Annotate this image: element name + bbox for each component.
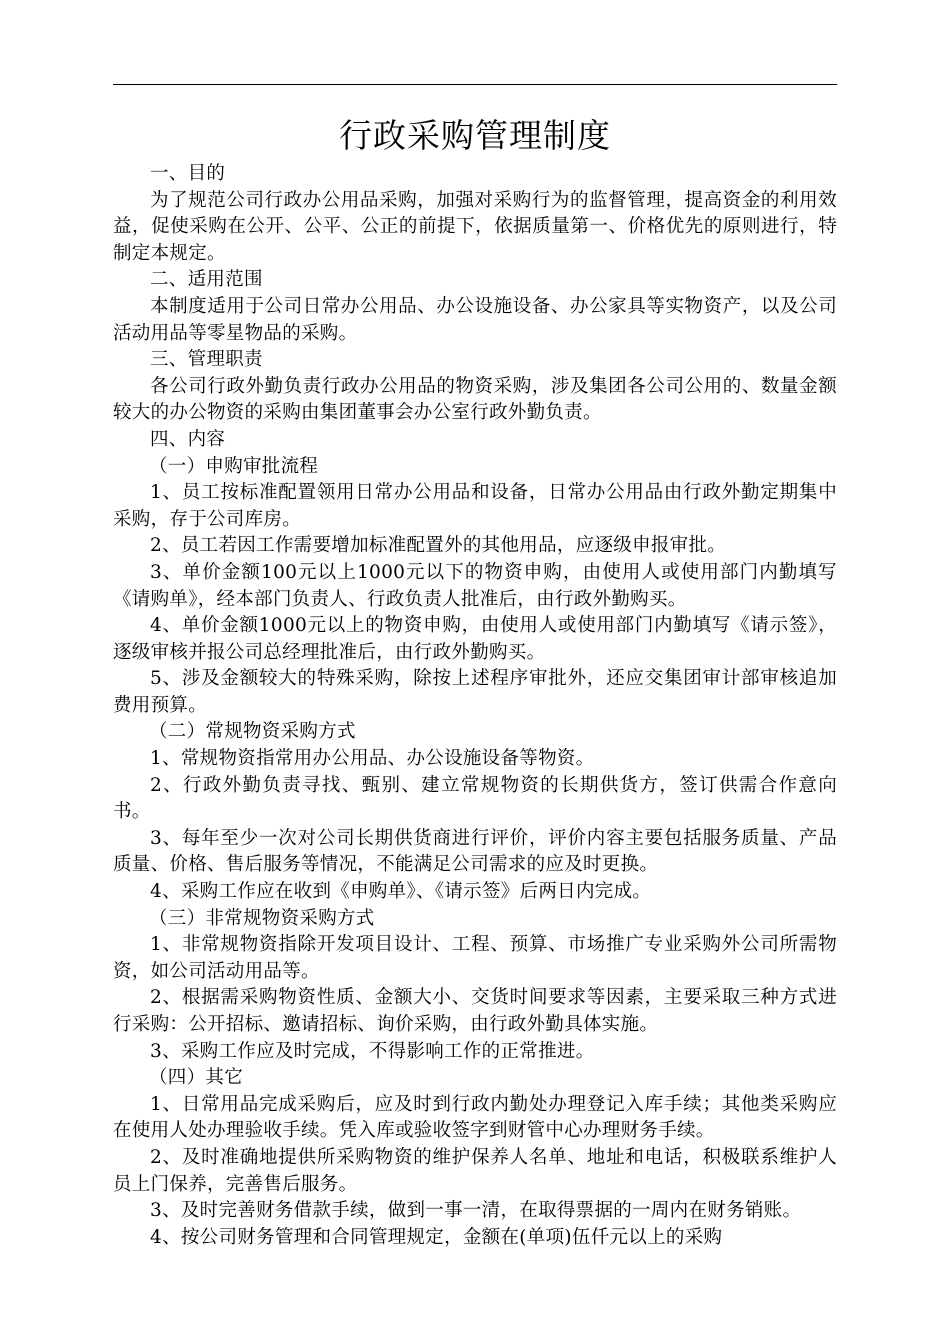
paragraph: 2、根据需采购物资性质、金额大小、交货时间要求等因素，主要采取三种方式进行采购：公开招标、邀请招标、询价采购，由行政外勤具体实施。 xyxy=(113,987,837,1035)
paragraph: 为了规范公司行政办公用品采购，加强对采购行为的监督管理，提高资金的利用效益，促使采购在公开、公平、公正的前提下，依据质量第一、价格优先的原则进行，特制定本规定。 xyxy=(113,189,837,264)
subsection-heading: （一）申购审批流程 xyxy=(149,455,319,477)
paragraph: 3、每年至少一次对公司长期供货商进行评价，评价内容主要包括服务质量、产品质量、价格、售后服务等情况，不能满足公司需求的应及时更换。 xyxy=(113,827,837,876)
paragraph: 4、按公司财务管理和合同管理规定，金额在(单项)伍仟元以上的采购 xyxy=(150,1226,723,1248)
header-rule xyxy=(113,84,837,85)
section-heading: 二、适用范围 xyxy=(150,269,263,291)
subsection-heading: （四）其它 xyxy=(149,1067,244,1089)
document-title: 行政采购管理制度 xyxy=(339,116,611,155)
paragraph: 4、采购工作应在收到《申购单》、《请示签》后两日内完成。 xyxy=(150,881,652,903)
paragraph: 5、涉及金额较大的特殊采购，除按上述程序审批外，还应交集团审计部审核追加费用预算。 xyxy=(113,668,837,716)
paragraph: 1、非常规物资指除开发项目设计、工程、预算、市场推广专业采购外公司所需物资，如公司活动用品等。 xyxy=(113,934,837,982)
paragraph: 各公司行政外勤负责行政办公用品的物资采购，涉及集团各公司公用的、数量金额较大的办公物资的采购由集团董事会办公室行政外勤负责。 xyxy=(113,375,837,424)
paragraph: 2、员工若因工作需要增加标准配置外的其他用品，应逐级申报审批。 xyxy=(150,535,727,557)
paragraph: 3、单价金额100元以上1000元以下的物资申购，由使用人或使用部门内勤填写《请购单》，经本部门负责人、行政负责人批准后，由行政外勤购买。 xyxy=(113,561,837,610)
paragraph: 2、行政外勤负责寻找、甄别、建立常规物资的长期供货方，签订供需合作意向书。 xyxy=(113,774,837,823)
paragraph: 本制度适用于公司日常办公用品、办公设施设备、办公家具等实物资产，以及公司活动用品等零星物品的采购。 xyxy=(113,295,837,344)
subsection-heading: （二）常规物资采购方式 xyxy=(149,721,356,743)
paragraph: 1、员工按标准配置领用日常办公用品和设备，日常办公用品由行政外勤定期集中采购，存于公司库房。 xyxy=(113,482,837,530)
section-heading: 一、目的 xyxy=(150,163,226,184)
paragraph: 3、及时完善财务借款手续，做到一事一清，在取得票据的一周内在财务销账。 xyxy=(150,1200,802,1222)
paragraph: 3、采购工作应及时完成，不得影响工作的正常推进。 xyxy=(150,1040,595,1062)
subsection-heading: （三）非常规物资采购方式 xyxy=(149,907,375,929)
paragraph: 1、日常用品完成采购后，应及时到行政内勤处办理登记入库手续；其他类采购应在使用人处办理验收手续。凭入库或验收签字到财管中心办理财务手续。 xyxy=(113,1093,837,1142)
section-heading: 四、内容 xyxy=(150,428,226,450)
document-body xyxy=(113,161,837,1251)
paragraph: 2、及时准确地提供所采购物资的维护保养人名单、地址和电话，积极联系维护人员上门保养，完善售后服务。 xyxy=(113,1146,837,1195)
paragraph: 1、常规物资指常用办公用品、办公设施设备等物资。 xyxy=(150,748,595,770)
paragraph: 4、单价金额1000元以上的物资申购，由使用人或使用部门内勤填写《请示签》，逐级审核并报公司总经理批准后，由行政外勤购买。 xyxy=(113,615,837,663)
section-heading: 三、管理职责 xyxy=(150,349,263,371)
